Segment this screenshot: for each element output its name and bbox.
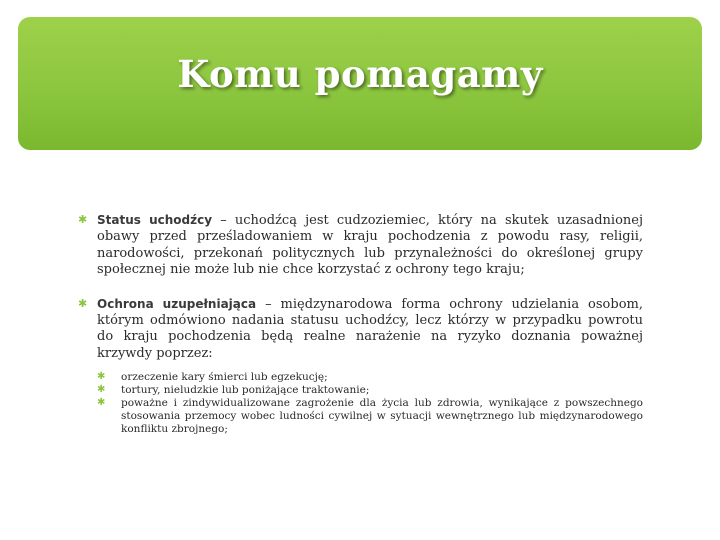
bullet-lead: Status uchodźcy — [97, 213, 213, 227]
star-bullet-icon: ✱ — [97, 371, 106, 383]
bullet-lead: Ochrona uzupełniająca — [97, 296, 257, 311]
sub-item-text: orzeczenie kary śmierci lub egzekucję; — [121, 371, 328, 384]
star-bullet-icon: ✱ — [97, 397, 106, 409]
slide-title: Komu pomagamy — [177, 52, 543, 96]
sub-list-item — [97, 384, 643, 397]
sub-list-item — [97, 371, 643, 384]
star-bullet-icon: ✱ — [78, 296, 88, 310]
bullet-text: – uchodźcą jest cudzoziemiec, który na skutek uzasadnionej obawy przed prześladowaniem w kraju pochodzenia z powodu rasy, religii, narodowości, przekonań politycznych lub przynależności do określonej grupy społecznej nie może lub nie chce korzystać z ochrony tego kraju; — [97, 213, 643, 278]
sub-item-text: poważne i zindywidualizowane zagrożenie dla życia lub zdrowia, wynikające z powszechnego stosowania przemocy wobec ludności cywilnej w sytuacji wewnętrznego lub międzynarodowego konfliktu zbrojnego; — [121, 397, 643, 436]
bullet-text: – międzynarodowa forma ochrony udzielania osobom, którym odmówiono nadania statusu uchodźcy, lecz którzy w przypadku powrotu do kraju pochodzenia będą realne narażenie na ryzyko doznania poważnej krzywdy poprzez: — [97, 296, 643, 361]
bullet-refugee-status — [78, 212, 643, 279]
sub-list-item — [97, 397, 643, 436]
star-bullet-icon: ✱ — [78, 213, 88, 226]
bullet-subsidiary-protection — [78, 296, 643, 437]
slide-content — [78, 212, 643, 436]
star-bullet-icon: ✱ — [97, 384, 106, 396]
sub-list — [97, 371, 643, 436]
sub-item-text: tortury, nieludzkie lub poniżające traktowanie; — [121, 384, 370, 397]
